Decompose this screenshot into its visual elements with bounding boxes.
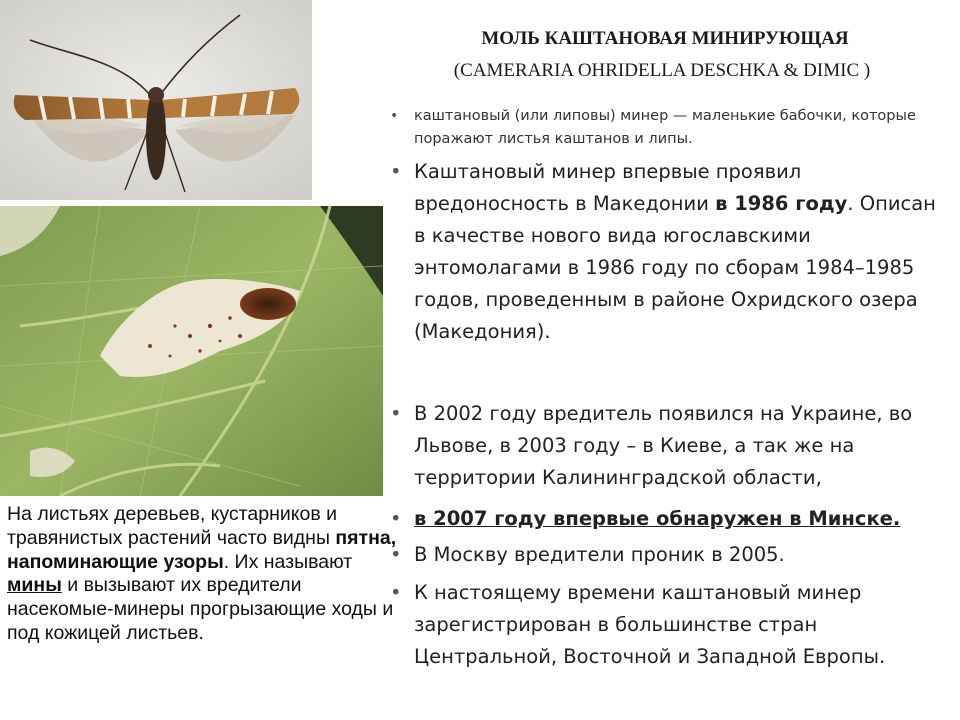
bullet-text: В 2002 году вредитель появился на Украине, во Львове, в 2003 году – в Киеве, а так же на территории Калининградской области, — [414, 402, 913, 489]
page-subtitle: (CAMERARIA OHRIDELLA DESCHKA & DIMIC ) — [453, 60, 871, 81]
bullet-symbol: • — [390, 108, 399, 124]
bullet-item-definition — [390, 105, 930, 151]
bullet-text — [414, 156, 945, 348]
caption-note — [7, 503, 407, 646]
bullet-text-bold: в 1986 году — [715, 192, 848, 215]
bullet-text: К настоящему времени каштановый минер зарегистрирован в большинстве стран Центральной, Восточной и Западной Европы. — [414, 581, 886, 668]
note-bold: пятна, напоминающие узоры — [7, 526, 397, 573]
bullet-symbol: • — [390, 160, 402, 183]
bullet-symbol: • — [390, 581, 402, 604]
bullet-item-first-detection — [390, 156, 945, 348]
bullet-text: каштановый (или липовы) минер — маленькие бабочки, которые поражают листья каштанов и липы. — [414, 108, 916, 147]
note-text: и вызывают их вредители насекомые-минеры прогрызающие ходы и под кожицей листьев. — [7, 574, 394, 644]
bullet-symbol: • — [390, 402, 402, 425]
leaf-mine-photo — [0, 206, 383, 496]
bullet-item-minsk — [390, 503, 945, 535]
page-title: МОЛЬ КАШТАНОВАЯ МИНИРУЮЩАЯ — [481, 28, 849, 49]
bullet-text: В Москву вредители проник в 2005. — [414, 543, 785, 566]
bullet-item-ukraine — [390, 398, 945, 494]
note-text: На листьях деревьев, кустарников и травянистых растений часто видны — [7, 503, 338, 549]
bullet-item-moscow — [390, 539, 945, 571]
moth-photo — [0, 0, 312, 200]
bullet-item-europe — [390, 577, 945, 673]
note-text: . Их называют — [223, 550, 353, 573]
bullet-text-part: Каштановый минер впервые проявил вредоносность в Македонии — [414, 160, 802, 215]
note-term-mines: мины — [7, 574, 62, 597]
bullet-symbol: • — [390, 507, 402, 530]
bullet-text-part: . Описан в качестве нового вида югославскими энтомолагами в 1986 году по сборам 1984–1985 годов, проведенным в районе Охридского озера (Македония). — [414, 192, 936, 343]
bullet-text: в 2007 году впервые обнаружен в Минске. — [414, 507, 901, 530]
bullet-symbol: • — [390, 543, 402, 566]
